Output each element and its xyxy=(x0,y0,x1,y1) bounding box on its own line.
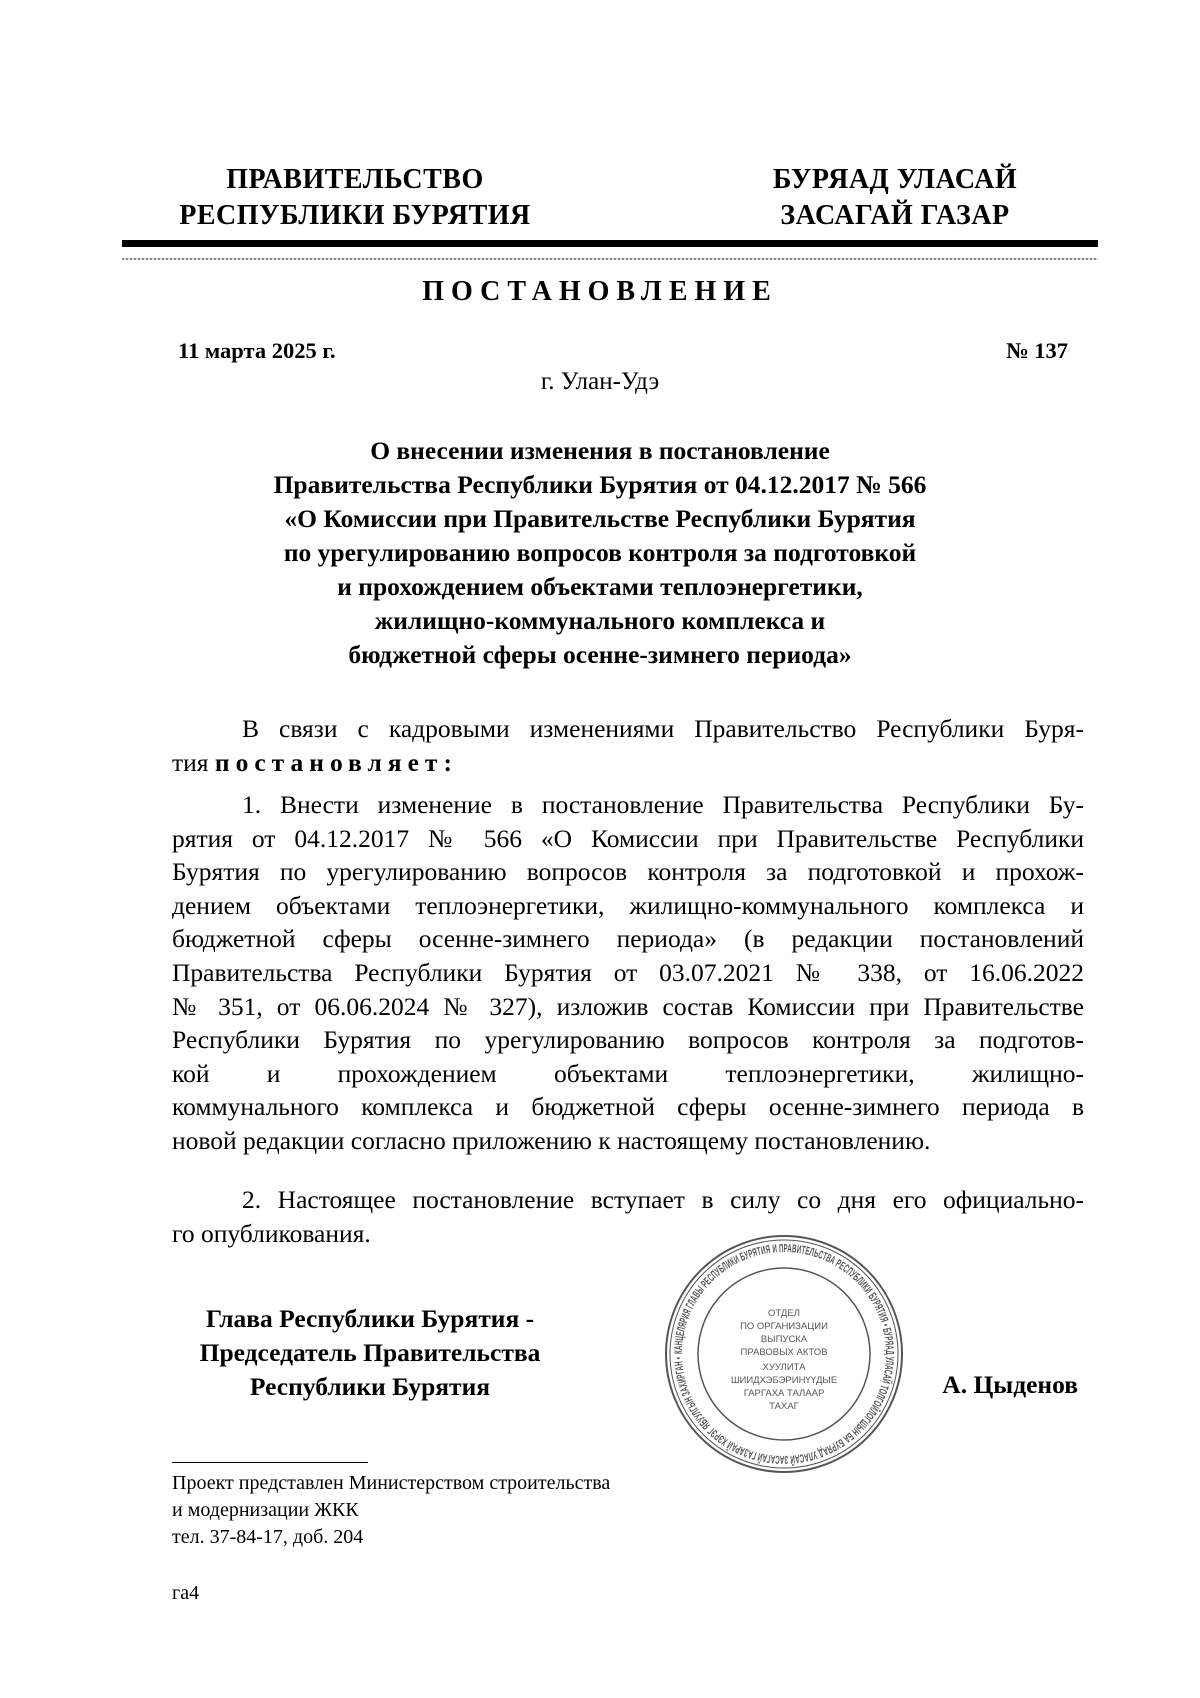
signatory-position xyxy=(170,1302,570,1404)
preamble-prefix: тия xyxy=(172,747,209,777)
paragraph-line: Республики Бурятия по урегулированию вопросов контроля за подготов- xyxy=(172,1025,1084,1055)
seal-center-line: ШИИДХЭБЭРИНҮҮДЫЕ xyxy=(730,1375,838,1386)
header-left-line: РЕСПУБЛИКИ БУРЯТИЯ xyxy=(179,200,531,231)
signatory-position-line: Председатель Правительства xyxy=(199,1338,541,1367)
footnote-line: тел. 37-84-17, доб. 204 xyxy=(172,1526,364,1548)
paragraph-line: го опубликования. xyxy=(172,1218,371,1248)
seal-center-line: ГАРГАХА ТАЛААР xyxy=(743,1388,825,1399)
footnote-divider xyxy=(172,1462,368,1463)
title-line: жилищно-коммунального комплекса и xyxy=(374,606,826,635)
paragraph-line: новой редакции согласно приложению к настоящему постановлению. xyxy=(172,1125,931,1155)
footnote-line: Проект представлен Министерством строительства xyxy=(172,1472,611,1494)
title-line: «О Комиссии при Правительстве Республики Бурятия xyxy=(284,504,916,533)
paragraph-line: Бурятия по урегулированию вопросов контроля за подготовкой и прохож- xyxy=(172,857,1084,887)
item-1-paragraph xyxy=(172,788,1084,1158)
title-line: и прохождением объектами теплоэнергетики, xyxy=(337,572,863,601)
signatory-position-line: Глава Республики Бурятия - xyxy=(205,1304,535,1333)
seal-center-line: ПРАВОВЫХ АКТОВ xyxy=(740,1347,828,1358)
paragraph-line xyxy=(172,746,1084,780)
title-line: по урегулированию вопросов контроля за подготовкой xyxy=(283,538,917,567)
seal-center-text xyxy=(731,1308,837,1412)
footnote xyxy=(172,1470,610,1551)
paragraph-line: 1. Внести изменение в постановление Правительства Республики Бу- xyxy=(242,790,1084,819)
paragraph-line: № 351, от 06.06.2024 № 327), изложив состав Комиссии при Правительстве xyxy=(172,991,1084,1021)
paragraph-line: рятия от 04.12.2017 № 566 «О Комиссии при Правительстве Республики xyxy=(172,823,1084,853)
header-right-line: ЗАСАГАЙ ГАЗАР xyxy=(780,200,1010,231)
header-left xyxy=(170,162,540,234)
header-left-line: ПРАВИТЕЛЬСТВО xyxy=(226,164,484,195)
paragraph-line: бюджетной сферы осенне-зимнего периода» (в редакции постановлений xyxy=(172,924,1084,954)
document-date: 11 марта 2025 г. xyxy=(178,338,336,363)
seal-center-line: ВЫПУСКА xyxy=(760,1334,808,1345)
document-city: г. Улан-Удэ xyxy=(540,368,660,395)
signatory-position-line: Республики Бурятия xyxy=(249,1372,491,1401)
document-code: га4 xyxy=(172,1582,200,1604)
footnote-line: и модернизации ЖКК xyxy=(172,1499,359,1521)
paragraph-line: дением объектами теплоэнергетики, жилищно-коммунального комплекса и xyxy=(172,890,1084,920)
title-line: бюджетной сферы осенне-зимнего периода» xyxy=(348,640,852,669)
seal-center-line: ПО ОРГАНИЗАЦИИ xyxy=(740,1321,828,1332)
header-right xyxy=(740,162,1050,234)
document-title xyxy=(0,434,1200,672)
paragraph-line: коммунального комплекса и бюджетной сферы осенне-зимнего периода в xyxy=(172,1092,1084,1122)
seal-ring-textpath: КАНЦЕЛЯРИЯ ГЛАВЫ РЕСПУБЛИКИ БУРЯТИЯ И ПРАВИТЕЛЬСТВА РЕСПУБЛИКИ БУРЯТИЯ • БУРЯАД УЛАСАЙ ТОЛГОЙЛОГШЫН БА БУРЯАД УЛАСАЙ ЗАСАГАЙ ГАЗАРАЙ ХЭРЭГ ЯБУУЛГЫН ЗАХИРГАН • xyxy=(672,1242,896,1466)
document-type: ПОСТАНОВЛЕНИЕ xyxy=(422,276,778,307)
seal-center-line: ОТДЕЛ xyxy=(768,1308,800,1319)
resolves-word: постановляет: xyxy=(214,747,458,777)
signatory-name: А. Цыденов xyxy=(942,1370,1078,1399)
title-line: Правительства Республики Бурятия от 04.12.2017 № 566 xyxy=(273,470,927,499)
header-rule-thick xyxy=(122,240,1098,247)
official-seal xyxy=(662,1232,906,1476)
paragraph-line: Правительства Республики Бурятия от 03.07.2021 № 338, от 16.06.2022 xyxy=(172,957,1084,987)
title-line: О внесении изменения в постановление xyxy=(370,436,830,465)
seal-center-line: ХУУЛИТА xyxy=(762,1362,806,1373)
preamble-paragraph xyxy=(172,712,1084,779)
paragraph-line: кой и прохождением объектами теплоэнергетики, жилищно- xyxy=(172,1058,1084,1088)
header-rule-thin xyxy=(122,258,1098,260)
item-2-paragraph xyxy=(172,1183,1084,1250)
seal-center-line: ТАХАГ xyxy=(769,1401,799,1412)
paragraph-line: В связи с кадровыми изменениями Правительство Республики Буря- xyxy=(242,714,1084,743)
header-right-line: БУРЯАД УЛАСАЙ xyxy=(772,164,1018,195)
paragraph-line: 2. Настоящее постановление вступает в силу со дня его официально- xyxy=(242,1185,1084,1214)
document-number: № 137 xyxy=(1006,338,1068,363)
